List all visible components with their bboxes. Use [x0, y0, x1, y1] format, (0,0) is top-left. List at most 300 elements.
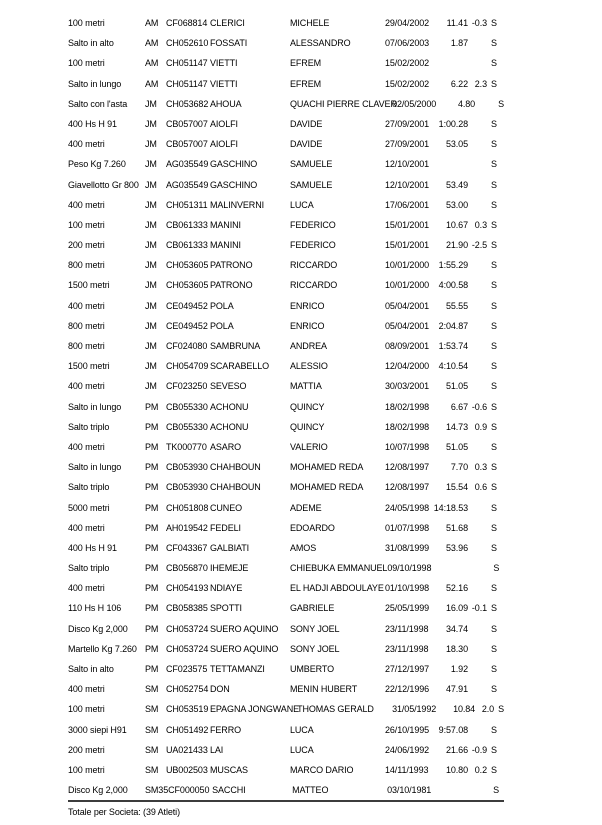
cell-category: JM [145, 300, 157, 311]
cell-surname: IHEMEJE [210, 563, 249, 574]
table-row [68, 296, 504, 316]
cell-date: 25/05/1999 [385, 603, 430, 614]
cell-category: PM [145, 563, 159, 574]
cell-category: PM [145, 482, 159, 493]
cell-code: CE049452 [166, 300, 208, 311]
cell-event: 1500 metri [68, 280, 110, 291]
cell-category: JM [145, 240, 157, 251]
cell-date: 17/06/2001 [385, 199, 430, 210]
cell-category: JM [145, 118, 157, 129]
cell-event: 200 metri [68, 744, 105, 755]
cell-first-name: SONY JOEL [290, 643, 340, 654]
cell-date: 01/07/1998 [385, 522, 430, 533]
cell-date: 15/02/2002 [385, 58, 430, 69]
cell-code: CB055330 [166, 421, 208, 432]
cell-event: 5000 metri [68, 502, 110, 513]
cell-code: CB053930 [166, 462, 208, 473]
cell-surname: POLA [210, 300, 234, 311]
cell-result: 9:57.08 [438, 724, 468, 735]
cell-first-name: FEDERICO [290, 240, 336, 251]
cell-date: 27/09/2001 [385, 139, 430, 150]
cell-category: PM [145, 462, 159, 473]
table-row [68, 558, 504, 578]
cell-category: JM [145, 159, 157, 170]
cell-surname: CUNEO [210, 502, 243, 513]
table-row [68, 33, 504, 53]
cell-event: 100 metri [68, 18, 105, 28]
cell-category: SM [145, 764, 159, 775]
cell-first-name: MATTIA [290, 381, 322, 392]
cell-category: PM [145, 421, 159, 432]
cell-date: 18/02/1998 [385, 401, 430, 412]
cell-first-name: THOMAS GERALD [297, 704, 374, 715]
cell-surname: FOSSATI [210, 38, 248, 49]
cell-category: PM [145, 583, 159, 594]
cell-first-name: EFREM [290, 78, 322, 89]
cell-surname: POLA [210, 320, 234, 331]
table-row [68, 780, 504, 800]
cell-surname: VIETTI [210, 58, 238, 69]
cell-event: Salto in lungo [68, 462, 122, 473]
cell-wind: -0.6 [471, 401, 487, 412]
cell-event: 400 metri [68, 199, 105, 210]
cell-result: 4:10.54 [438, 361, 468, 372]
cell-event: Peso Kg 7.260 [68, 159, 126, 170]
cell-flag: S [491, 320, 497, 331]
table-row [68, 255, 504, 275]
cell-code: CH051808 [166, 502, 209, 513]
cell-category: SM [145, 704, 159, 715]
cell-surname: MANINI [210, 219, 241, 230]
cell-category: SM35 [145, 785, 169, 796]
table-row [68, 619, 504, 639]
cell-first-name: EL HADJI ABDOULAYE [290, 583, 384, 594]
table-row [68, 659, 504, 679]
cell-date: 23/11/1998 [385, 623, 429, 634]
cell-event: Salto triplo [68, 482, 110, 493]
cell-result: 53.05 [445, 139, 468, 150]
cell-first-name: ALESSANDRO [290, 38, 351, 49]
table-row [68, 740, 504, 760]
cell-category: JM [145, 341, 157, 351]
cell-first-name: MENIN HUBERT [290, 684, 358, 695]
cell-result: 1:55.29 [438, 260, 468, 271]
cell-date: 03/10/1981 [387, 785, 432, 796]
cell-date: 05/04/2001 [385, 300, 430, 311]
cell-code: CE049452 [166, 320, 208, 331]
cell-date: 07/06/2003 [385, 38, 430, 49]
table-row [68, 94, 504, 114]
cell-surname: TETTAMANZI [210, 664, 265, 674]
cell-date: 10/01/2000 [385, 260, 430, 271]
cell-date: 15/02/2002 [385, 78, 430, 89]
cell-code: CH051147 [166, 78, 208, 89]
cell-first-name: EFREM [290, 58, 322, 69]
table-row [68, 598, 504, 618]
cell-result: 6.67 [450, 401, 468, 412]
cell-code: CF023575 [166, 664, 208, 674]
table-row [68, 114, 504, 134]
cell-category: SM [145, 724, 159, 735]
cell-event: 100 metri [68, 219, 105, 230]
table-row [68, 417, 504, 437]
cell-date: 12/10/2001 [385, 179, 430, 190]
cell-event: Salto con l'asta [68, 98, 128, 109]
cell-flag: S [491, 724, 497, 735]
cell-category: JM [145, 361, 157, 372]
cell-category: PM [145, 603, 159, 614]
cell-surname: AIOLFI [210, 139, 238, 150]
cell-result: 2:04.87 [438, 320, 468, 331]
table-row [68, 175, 504, 195]
cell-event: 400 Hs H 91 [68, 542, 117, 553]
cell-result: 55.55 [445, 300, 468, 311]
cell-date: 15/01/2001 [385, 240, 430, 251]
cell-first-name: LUCA [290, 744, 314, 755]
cell-result: 16.09 [445, 603, 468, 614]
cell-code: TK000770 [166, 441, 207, 452]
cell-code: CF043367 [166, 542, 208, 553]
cell-code: CH053724 [166, 623, 209, 634]
cell-date: 14/11/1993 [385, 764, 429, 775]
table-row [68, 679, 504, 699]
cell-event: 110 Hs H 106 [68, 603, 122, 614]
cell-category: JM [145, 219, 157, 230]
cell-flag: S [498, 704, 504, 715]
table-row [68, 437, 504, 457]
cell-result: 21.66 [445, 744, 468, 755]
cell-flag: S [491, 744, 497, 755]
cell-first-name: DAVIDE [290, 139, 323, 150]
cell-category: AM [145, 38, 159, 49]
cell-result: 51.68 [445, 522, 468, 533]
cell-flag: S [493, 563, 500, 574]
table-row [68, 275, 504, 295]
cell-result: 6.22 [450, 78, 468, 89]
table-row [68, 13, 504, 33]
table-row [68, 356, 504, 376]
cell-code: CF024080 [166, 341, 208, 351]
cell-first-name: QUACHI PIERRE CLAVER [290, 98, 397, 109]
cell-category: PM [145, 643, 159, 654]
cell-flag: S [491, 300, 497, 311]
cell-first-name: VALERIO [290, 441, 328, 452]
cell-category: JM [145, 320, 157, 331]
cell-category: JM [145, 280, 157, 291]
cell-code: CH053605 [166, 280, 209, 291]
cell-date: 08/09/2001 [385, 341, 430, 351]
cell-event: Martello Kg 7.260 [68, 643, 137, 654]
cell-category: AM [145, 78, 159, 89]
cell-date: 29/04/2002 [385, 18, 430, 28]
table-row [68, 518, 504, 538]
cell-wind: 0.3 [474, 219, 487, 230]
table-row [68, 397, 504, 417]
cell-code: UB002503 [166, 764, 208, 775]
cell-flag: S [491, 522, 497, 533]
cell-surname: MUSCAS [210, 764, 248, 775]
cell-surname: ASARO [210, 441, 242, 452]
cell-flag: S [491, 643, 497, 654]
cell-category: PM [145, 522, 159, 533]
cell-flag: S [491, 401, 497, 412]
cell-surname: GASCHINO [210, 179, 258, 190]
cell-flag: S [491, 361, 497, 372]
cell-category: PM [145, 401, 159, 412]
table-row [68, 376, 504, 396]
cell-first-name: MATTEO [292, 785, 329, 796]
cell-flag: S [498, 98, 504, 109]
cell-flag: S [493, 785, 500, 796]
cell-code: CH054193 [166, 583, 209, 594]
cell-event: 800 metri [68, 341, 105, 351]
table-row [68, 477, 504, 497]
cell-flag: S [491, 381, 497, 392]
cell-category: PM [145, 542, 159, 553]
cell-code: CF000050 [168, 785, 210, 796]
cell-surname: GASCHINO [210, 159, 258, 170]
cell-result: 15.54 [445, 482, 468, 493]
cell-event: 100 metri [68, 764, 105, 775]
cell-flag: S [491, 441, 497, 452]
cell-event: 200 metri [68, 240, 105, 251]
cell-result: 53.49 [445, 179, 468, 190]
cell-date: 31/08/1999 [385, 542, 430, 553]
cell-first-name: QUINCY [290, 401, 325, 412]
table-row [68, 74, 504, 94]
table-row [68, 760, 504, 780]
cell-surname: MANINI [210, 240, 241, 251]
cell-event: 100 metri [68, 58, 105, 69]
cell-date: 26/10/1995 [385, 724, 430, 735]
cell-surname: CLERICI [210, 18, 245, 28]
cell-surname: CHAHBOUN [210, 482, 261, 493]
table-row [68, 699, 504, 719]
cell-code: CB061333 [166, 240, 208, 251]
cell-event: 400 metri [68, 300, 105, 311]
cell-surname: ACHONU [210, 401, 249, 412]
cell-date: 10/01/2000 [385, 280, 430, 291]
cell-flag: S [491, 38, 497, 49]
cell-first-name: SONY JOEL [290, 623, 340, 634]
cell-flag: S [491, 139, 497, 150]
cell-surname: AIOLFI [210, 118, 238, 129]
cell-surname: PATRONO [210, 260, 253, 271]
table-row [68, 195, 504, 215]
cell-surname: SEVESO [210, 381, 247, 392]
cell-date: 27/12/1997 [385, 664, 430, 674]
cell-result: 51.05 [445, 381, 468, 392]
cell-flag: S [491, 664, 497, 674]
cell-category: JM [145, 381, 157, 392]
cell-result: 21.90 [445, 240, 468, 251]
cell-category: PM [145, 664, 159, 674]
cell-result: 47.91 [445, 684, 468, 695]
cell-code: CB058385 [166, 603, 208, 614]
cell-wind: 0.2 [474, 764, 487, 775]
cell-category: JM [145, 199, 157, 210]
cell-first-name: MOHAMED REDA [290, 482, 364, 493]
table-row [68, 578, 504, 598]
cell-wind: -0.3 [471, 18, 487, 28]
cell-date: 01/10/1998 [385, 583, 430, 594]
cell-event: Salto in lungo [68, 78, 122, 89]
cell-event: 800 metri [68, 260, 105, 271]
cell-result: 14:18.53 [433, 502, 468, 513]
table-row [68, 235, 504, 255]
table-row [68, 134, 504, 154]
cell-first-name: FEDERICO [290, 219, 336, 230]
cell-first-name: LUCA [290, 199, 314, 210]
cell-event: Salto in alto [68, 38, 114, 49]
cell-code: CB057007 [166, 118, 208, 129]
cell-event: 400 metri [68, 684, 105, 695]
cell-date: 09/10/1998 [387, 563, 432, 574]
cell-first-name: SAMUELE [290, 159, 333, 170]
cell-date: 10/07/1998 [385, 441, 430, 452]
cell-code: CH053724 [166, 643, 209, 654]
cell-event: 800 metri [68, 320, 105, 331]
cell-surname: SPOTTI [210, 603, 242, 614]
cell-first-name: ALESSIO [290, 361, 328, 372]
table-row [68, 457, 504, 477]
cell-surname: SACCHI [212, 785, 246, 796]
cell-code: CB053930 [166, 482, 208, 493]
cell-flag: S [491, 421, 497, 432]
cell-code: CB057007 [166, 139, 208, 150]
cell-date: 24/05/1998 [385, 502, 430, 513]
cell-event: Disco Kg 2,000 [68, 785, 128, 796]
cell-flag: S [491, 240, 497, 251]
cell-code: CH052610 [166, 38, 209, 49]
cell-wind: -0.9 [471, 744, 487, 755]
cell-result: 7.70 [450, 462, 468, 473]
cell-code: CH052754 [166, 684, 209, 695]
table-row [68, 639, 504, 659]
cell-first-name: MARCO DARIO [290, 764, 354, 775]
cell-category: AM [145, 58, 159, 69]
cell-category: PM [145, 623, 159, 634]
cell-flag: S [491, 684, 497, 695]
cell-code: UA021433 [166, 744, 208, 755]
cell-result: 1.87 [450, 38, 468, 49]
cell-code: CB061333 [166, 219, 208, 230]
cell-surname: SAMBRUNA [210, 341, 261, 351]
table-row [68, 498, 504, 518]
cell-result: 18.30 [445, 643, 468, 654]
cell-code: CF023250 [166, 381, 208, 392]
cell-event: 400 metri [68, 381, 105, 392]
cell-result: 10.67 [445, 219, 468, 230]
total-label: Totale per Societa: (39 Atleti) [68, 807, 180, 818]
cell-first-name: AMOS [290, 542, 317, 553]
cell-surname: CHAHBOUN [210, 462, 261, 473]
cell-category: JM [145, 179, 157, 190]
cell-flag: S [491, 583, 497, 594]
cell-code: CH051311 [166, 199, 208, 210]
cell-surname: SUERO AQUINO [210, 623, 279, 634]
cell-wind: 2.0 [481, 704, 495, 715]
cell-surname: SUERO AQUINO [210, 643, 279, 654]
cell-result: 14.73 [445, 421, 468, 432]
cell-result: 1:53.74 [438, 341, 468, 351]
cell-surname: DON [210, 684, 230, 695]
table-row [68, 215, 504, 235]
cell-event: 100 metri [68, 704, 105, 715]
cell-surname: ACHONU [210, 421, 249, 432]
cell-date: 31/05/1992 [392, 704, 437, 715]
cell-event: Salto triplo [68, 421, 110, 432]
cell-category: SM [145, 684, 159, 695]
cell-first-name: RICCARDO [290, 280, 338, 291]
cell-result: 1.92 [450, 664, 468, 674]
cell-first-name: ADEME [290, 502, 322, 513]
cell-flag: S [491, 199, 497, 210]
cell-date: 22/12/1996 [385, 684, 430, 695]
cell-surname: EPAGNA JONGWANE [210, 704, 300, 715]
cell-surname: FEDELI [210, 522, 241, 533]
cell-date: 12/08/1997 [385, 462, 430, 473]
cell-first-name: CHIEBUKA EMMANUEL [290, 563, 388, 574]
cell-code: AG035549 [166, 179, 209, 190]
cell-code: CH053519 [166, 704, 209, 715]
cell-category: PM [145, 441, 159, 452]
cell-result: 1:00.28 [438, 118, 468, 129]
cell-first-name: ENRICO [290, 320, 325, 331]
cell-date: 15/01/2001 [385, 219, 430, 230]
cell-surname: FERRO [210, 724, 242, 735]
cell-code: AH019542 [166, 522, 208, 533]
cell-flag: S [491, 764, 497, 775]
results-table [68, 13, 504, 802]
cell-surname: PATRONO [210, 280, 253, 291]
cell-event: Salto triplo [68, 563, 110, 574]
cell-date: 12/08/1997 [385, 482, 430, 493]
cell-result: 53.96 [445, 542, 468, 553]
cell-event: Disco Kg 2,000 [68, 623, 128, 634]
cell-result: 11.41 [446, 18, 468, 28]
cell-first-name: ENRICO [290, 300, 325, 311]
cell-flag: S [491, 280, 497, 291]
cell-flag: S [491, 542, 497, 553]
cell-first-name: RICCARDO [290, 260, 338, 271]
cell-code: CH054709 [166, 361, 209, 372]
cell-category: PM [145, 502, 159, 513]
cell-event: 3000 siepi H91 [68, 724, 127, 735]
cell-wind: 0.6 [474, 482, 487, 493]
cell-first-name: EDOARDO [290, 522, 335, 533]
cell-result: 10.80 [445, 764, 468, 775]
cell-category: AM [145, 18, 159, 28]
cell-date: 18/02/1998 [385, 421, 430, 432]
cell-surname: LAI [210, 744, 224, 755]
table-row [68, 538, 504, 558]
cell-flag: S [491, 603, 497, 614]
cell-category: JM [145, 260, 157, 271]
cell-flag: S [491, 18, 497, 28]
cell-result: 52.16 [445, 583, 468, 594]
cell-category: JM [145, 139, 157, 150]
table-row [68, 316, 504, 336]
cell-date: 27/09/2001 [385, 118, 430, 129]
cell-flag: S [491, 58, 497, 69]
total-row [68, 802, 504, 818]
cell-surname: NDIAYE [210, 583, 243, 594]
cell-date: 05/04/2001 [385, 320, 430, 331]
cell-wind: -2.5 [471, 240, 487, 251]
cell-date: 12/10/2001 [385, 159, 430, 170]
cell-first-name: SAMUELE [290, 179, 333, 190]
